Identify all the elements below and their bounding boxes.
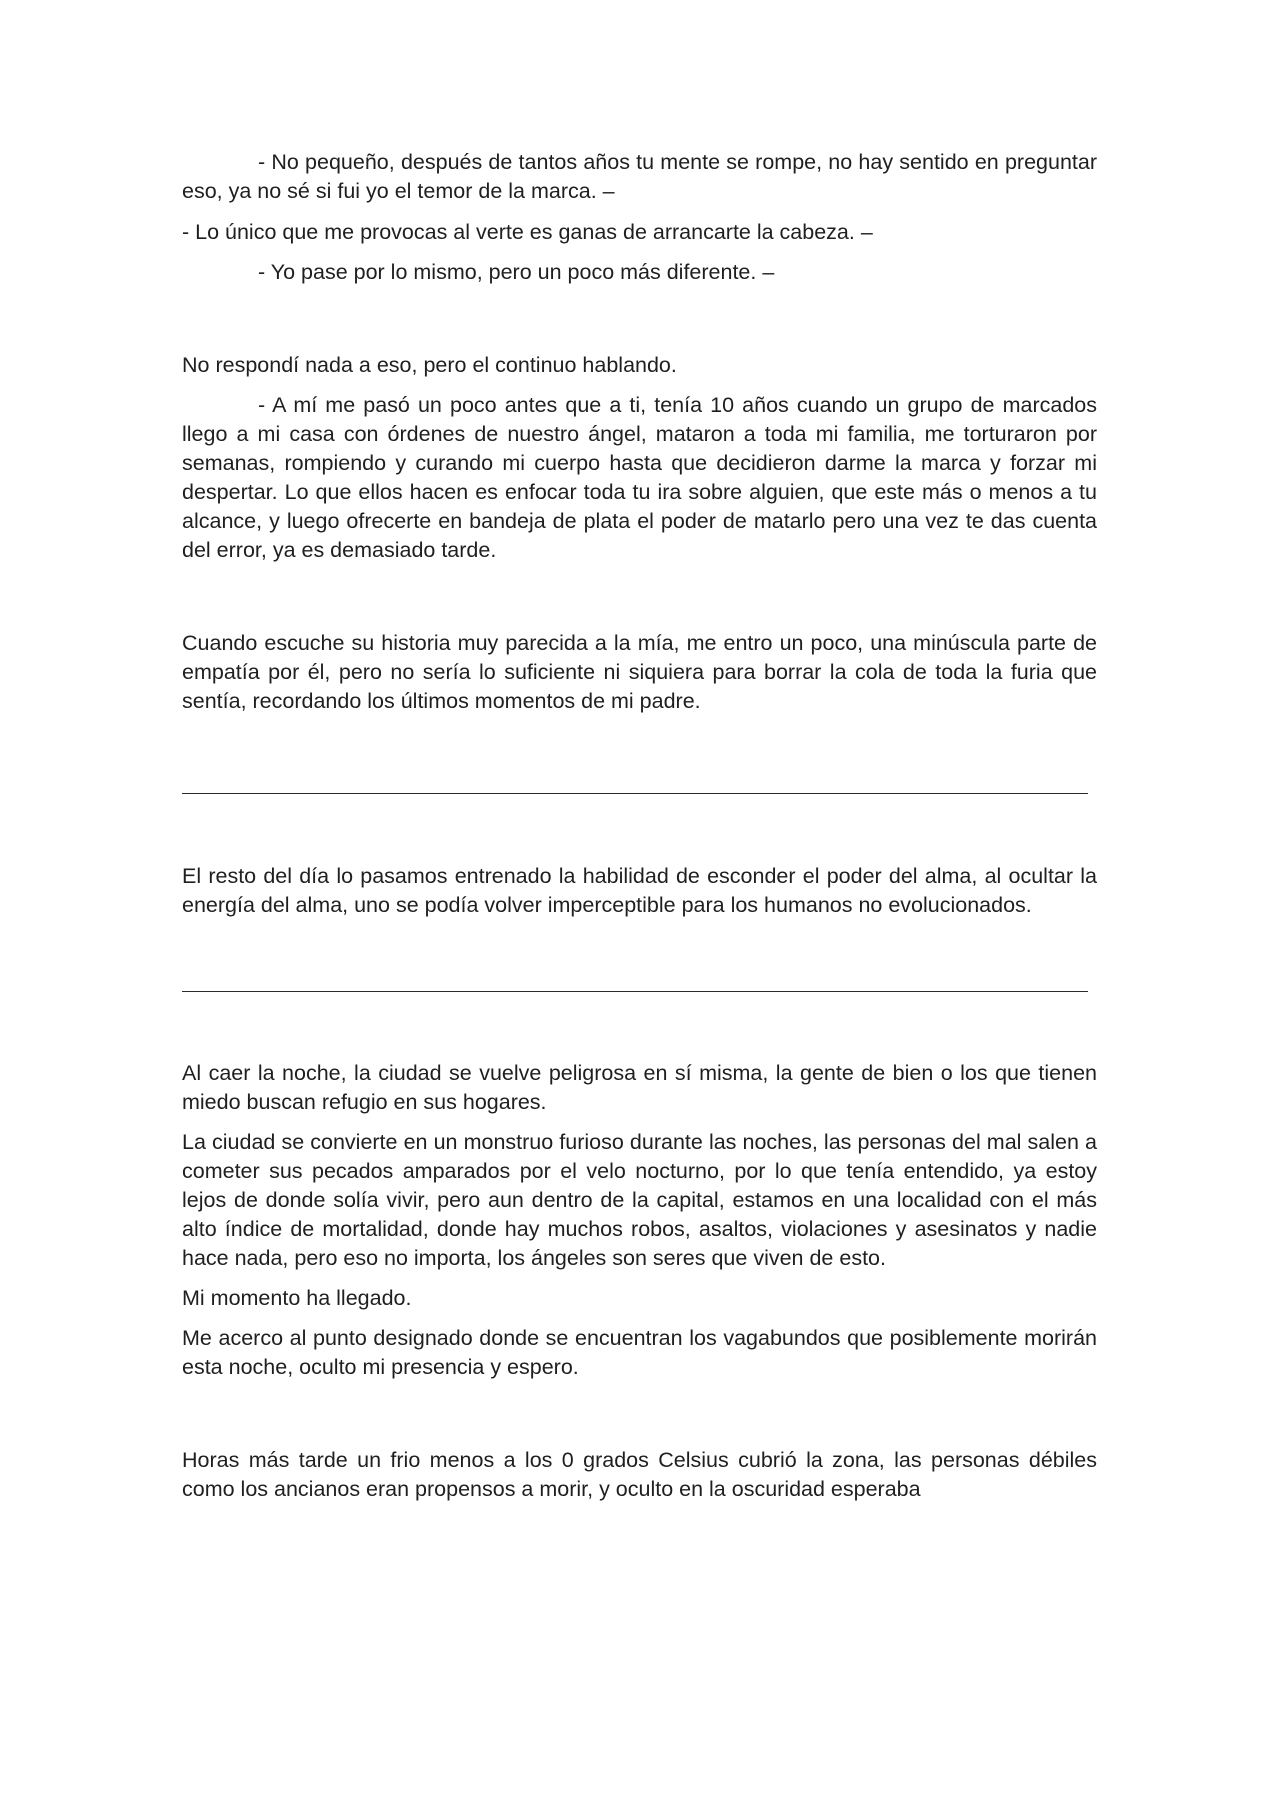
- section-divider: [182, 793, 1088, 794]
- narrative-paragraph-7: Me acerco al punto designado donde se encuentran los vagabundos que posiblemente morirán esta noche, oculto mi presencia y espero.: [182, 1326, 1097, 1379]
- narrative-paragraph-6: Mi momento ha llegado.: [182, 1286, 412, 1310]
- narrative-paragraph-2: Cuando escuche su historia muy parecida a la mía, me entro un poco, una minúscula parte de empatía por él, pero no sería lo suficiente ni siquiera para borrar la cola de toda la furia que sentía, recordando los últimos momentos de mi padre.: [182, 631, 1097, 713]
- dialogue-paragraph-4: - A mí me pasó un poco antes que a ti, tenía 10 años cuando un grupo de marcados llego a mi casa con órdenes de nuestro ángel, mataron a toda mi familia, me torturaron por semanas, rompiendo y curando mi cuerpo hasta que decidieron darme la marca y forzar mi despertar. Lo que ellos hacen es enfocar toda tu ira sobre alguien, que este más o menos a tu alcance, y luego ofrecerte en bandeja de plata el poder de matarlo pero una vez te das cuenta del error, ya es demasiado tarde.: [182, 393, 1097, 562]
- narrative-paragraph-3: El resto del día lo pasamos entrenado la habilidad de esconder el poder del alma, al ocultar la energía del alma, uno se podía volver imperceptible para los humanos no evolucionados.: [182, 864, 1097, 917]
- section-divider: [182, 991, 1088, 992]
- narrative-paragraph-4: Al caer la noche, la ciudad se vuelve peligrosa en sí misma, la gente de bien o los que tienen miedo buscan refugio en sus hogares.: [182, 1061, 1097, 1114]
- narrative-paragraph-5: La ciudad se convierte en un monstruo furioso durante las noches, las personas del mal salen a cometer sus pecados amparados por el velo nocturno, por lo que tenía entendido, ya estoy lejos de donde solía vivir, pero aun dentro de la capital, estamos en una localidad con el más alto índice de mortalidad, donde hay muchos robos, asaltos, violaciones y asesinatos y nadie hace nada, pero eso no importa, los ángeles son seres que viven de esto.: [182, 1130, 1097, 1270]
- document-body: [182, 148, 1097, 1504]
- narrative-paragraph-1: No respondí nada a eso, pero el continuo hablando.: [182, 353, 677, 377]
- dialogue-paragraph-2: - Lo único que me provocas al verte es ganas de arrancarte la cabeza. –: [182, 220, 873, 244]
- narrative-paragraph-8: Horas más tarde un frio menos a los 0 grados Celsius cubrió la zona, las personas débiles como los ancianos eran propensos a morir, y oculto en la oscuridad esperaba: [182, 1448, 1097, 1501]
- dialogue-paragraph-3: - Yo pase por lo mismo, pero un poco más diferente. –: [258, 260, 775, 284]
- dialogue-paragraph-1: - No pequeño, después de tantos años tu mente se rompe, no hay sentido en preguntar eso, ya no sé si fui yo el temor de la marca. –: [182, 150, 1097, 203]
